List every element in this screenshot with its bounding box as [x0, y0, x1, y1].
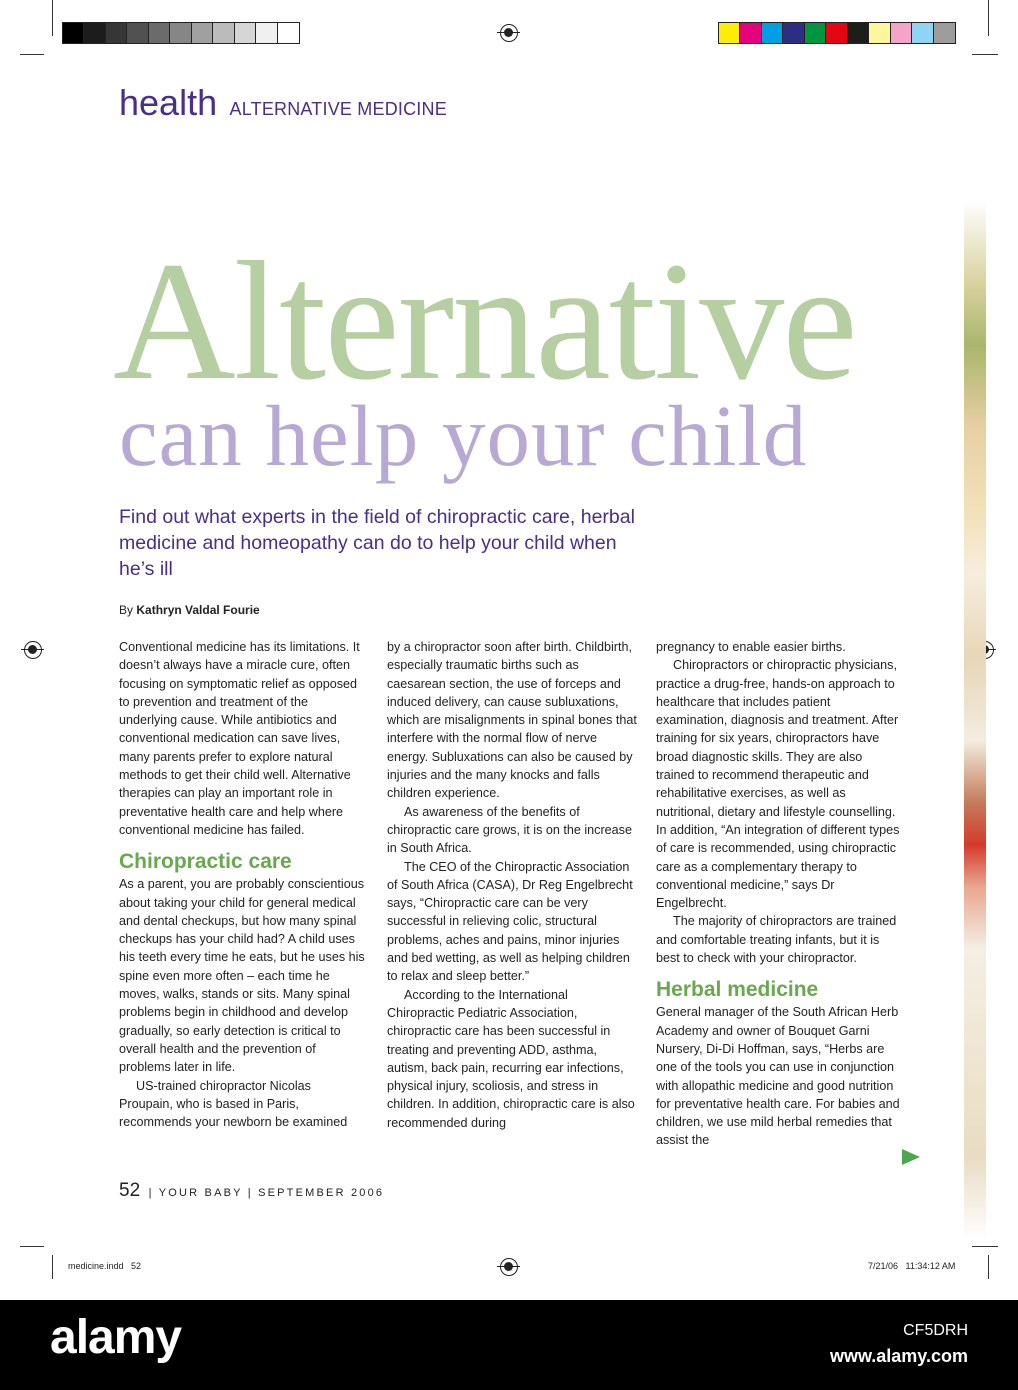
- crop-mark-bottom-right-v: [988, 1255, 989, 1279]
- section-label: health: [119, 82, 218, 123]
- color-swatch: [869, 23, 890, 43]
- grey-swatch: [63, 23, 84, 43]
- grey-swatch: [106, 23, 127, 43]
- grey-swatch: [192, 23, 213, 43]
- paragraph: According to the International Chiropractic Pediatric Association, chiropractic care has been successful in treating and preventing ADD, asthma, autism, back pain, recurring ear infections, physical injury, scoliosis, and stress in children. In addition, chiropractic care is also recommended during: [387, 987, 635, 1130]
- color-swatch: [783, 23, 804, 43]
- body-column-1: [119, 638, 365, 1131]
- byline: [119, 603, 260, 617]
- grey-swatch: [213, 23, 234, 43]
- crop-mark-top-right-h: [972, 54, 998, 55]
- color-swatch: [826, 23, 847, 43]
- color-swatch: [891, 23, 912, 43]
- subhead-herbal: Herbal medicine: [656, 978, 819, 1002]
- paragraph: Chiropractors or chiropractic physicians, practice a drug-free, hands-on approach to healthcare that includes patient examination, diagnosis and treatment. After training for six years, chiropractors have broad diagnostic skills. They are also trained to recommend therapeutic and rehabilitative exercises, as well as nutritional, dietary and lifestyle counselling. In addition, “An integration of different types of care is recommended, using chiropractic care as a complementary therapy to conventional medicine,” says Dr Engelbrecht.: [656, 658, 900, 911]
- color-calibration-bar: [718, 22, 956, 44]
- color-swatch: [719, 23, 740, 43]
- watermark-logo: alamy: [50, 1311, 182, 1364]
- body-column-3: [656, 638, 900, 1150]
- color-swatch: [912, 23, 933, 43]
- paragraph: The CEO of the Chiropractic Association of South Africa (CASA), Dr Reg Engelbrecht says, “Chiropractic care can be very successful in relieving colic, structural problems, aches and pains, minor injuries and bed wetting, as well as helping children to relax and sleep better.”: [387, 859, 633, 984]
- crop-mark-top-left-v: [52, 0, 53, 36]
- crop-mark-top-right-v: [988, 0, 989, 36]
- crop-mark-top-left-h: [20, 54, 44, 55]
- color-swatch: [805, 23, 826, 43]
- grey-swatch: [149, 23, 170, 43]
- page-number: 52: [119, 1180, 141, 1201]
- color-swatch: [934, 23, 955, 43]
- folio: [119, 1180, 384, 1202]
- watermark-url: www.alamy.com: [829, 1346, 968, 1366]
- paragraph: As a parent, you are probably conscientious about taking your child for general medical and dental checkups, but how many spinal checkups has your child had? A child uses his teeth every time he eats, but he uses his spine even more often – each time he moves, walks, stands or sits. Many spinal problems begin in childhood and develop gradually, so early detection is critical to overall health and the prevention of problems later in life.: [119, 877, 365, 1075]
- standfirst: Find out what experts in the field of chiropractic care, herbal medicine and homeopathy can do to help your child when he’s ill: [119, 506, 635, 580]
- headline-line-2: can help your child: [119, 387, 808, 484]
- crop-mark-bottom-right-h: [972, 1246, 998, 1247]
- registration-mark-left: [24, 641, 42, 659]
- magazine-issue: | YOUR BABY | SEPTEMBER 2006: [148, 1187, 385, 1199]
- grey-swatch: [278, 23, 299, 43]
- grey-swatch: [170, 23, 191, 43]
- headline-line-1: Alternative: [113, 227, 856, 415]
- grey-swatch: [127, 23, 148, 43]
- color-swatch: [740, 23, 761, 43]
- grey-calibration-bar: [62, 22, 300, 44]
- paragraph: General manager of the South African Herb Academy and owner of Bouquet Garni Nursery, Di-Di Hoffman, says, “Herbs are one of the tools you can use in conjunction with allopathic medicine and good nutrition for preventative health care. For babies and children, we use mild herbal remedies that assist the: [656, 1005, 900, 1148]
- paragraph: by a chiropractor soon after birth. Childbirth, especially traumatic births such as caesarean section, the use of forceps and induced delivery, can cause subluxations, which are misalignments in spinal bones that interfere with the normal flow of nerve energy. Subluxations can also be caused by injuries and the many knocks and falls children experience.: [387, 640, 637, 801]
- paragraph: pregnancy to enable easier births.: [656, 640, 846, 654]
- watermark-image-id: CF5DRH: [903, 1322, 968, 1339]
- section-header: [119, 82, 447, 124]
- subsection-label: ALTERNATIVE MEDICINE: [229, 99, 447, 119]
- grey-swatch: [84, 23, 105, 43]
- byline-prefix: By: [119, 603, 134, 617]
- continue-arrow-icon: [902, 1149, 920, 1165]
- color-swatch: [762, 23, 783, 43]
- crop-mark-bottom-left-v: [52, 1255, 53, 1279]
- grey-swatch: [235, 23, 256, 43]
- paragraph: Conventional medicine has its limitations. It doesn’t always have a miracle cure, often focusing on symptomatic relief as opposed to prevention and treatment of the underlying cause. While antibiotics and conventional medication can save lives, many parents prefer to explore natural methods to get their child well. Alternative therapies can play an important role in preventative health care and help where conventional medicine has failed.: [119, 640, 360, 837]
- registration-mark-bottom: [500, 1258, 518, 1276]
- slug-file: medicine.indd 52: [68, 1261, 142, 1271]
- crop-mark-bottom-left-h: [20, 1246, 44, 1247]
- paragraph: US-trained chiropractor Nicolas Proupain, who is based in Paris, recommends your newborn be examined: [119, 1078, 348, 1130]
- paragraph: As awareness of the benefits of chiropractic care grows, it is on the increase in South Africa.: [387, 804, 632, 856]
- body-column-2: [387, 638, 637, 1132]
- byline-author: Kathryn Valdal Fourie: [136, 603, 260, 617]
- registration-mark-top: [500, 24, 518, 42]
- side-photo-strip: [964, 200, 986, 1240]
- slug-timestamp: 7/21/06 11:34:12 AM: [868, 1261, 956, 1271]
- subhead-chiropractic: Chiropractic care: [119, 850, 292, 874]
- grey-swatch: [256, 23, 277, 43]
- color-swatch: [848, 23, 869, 43]
- paragraph: The majority of chiropractors are trained and comfortable treating infants, but it is best to check with your chiropractor.: [656, 914, 897, 966]
